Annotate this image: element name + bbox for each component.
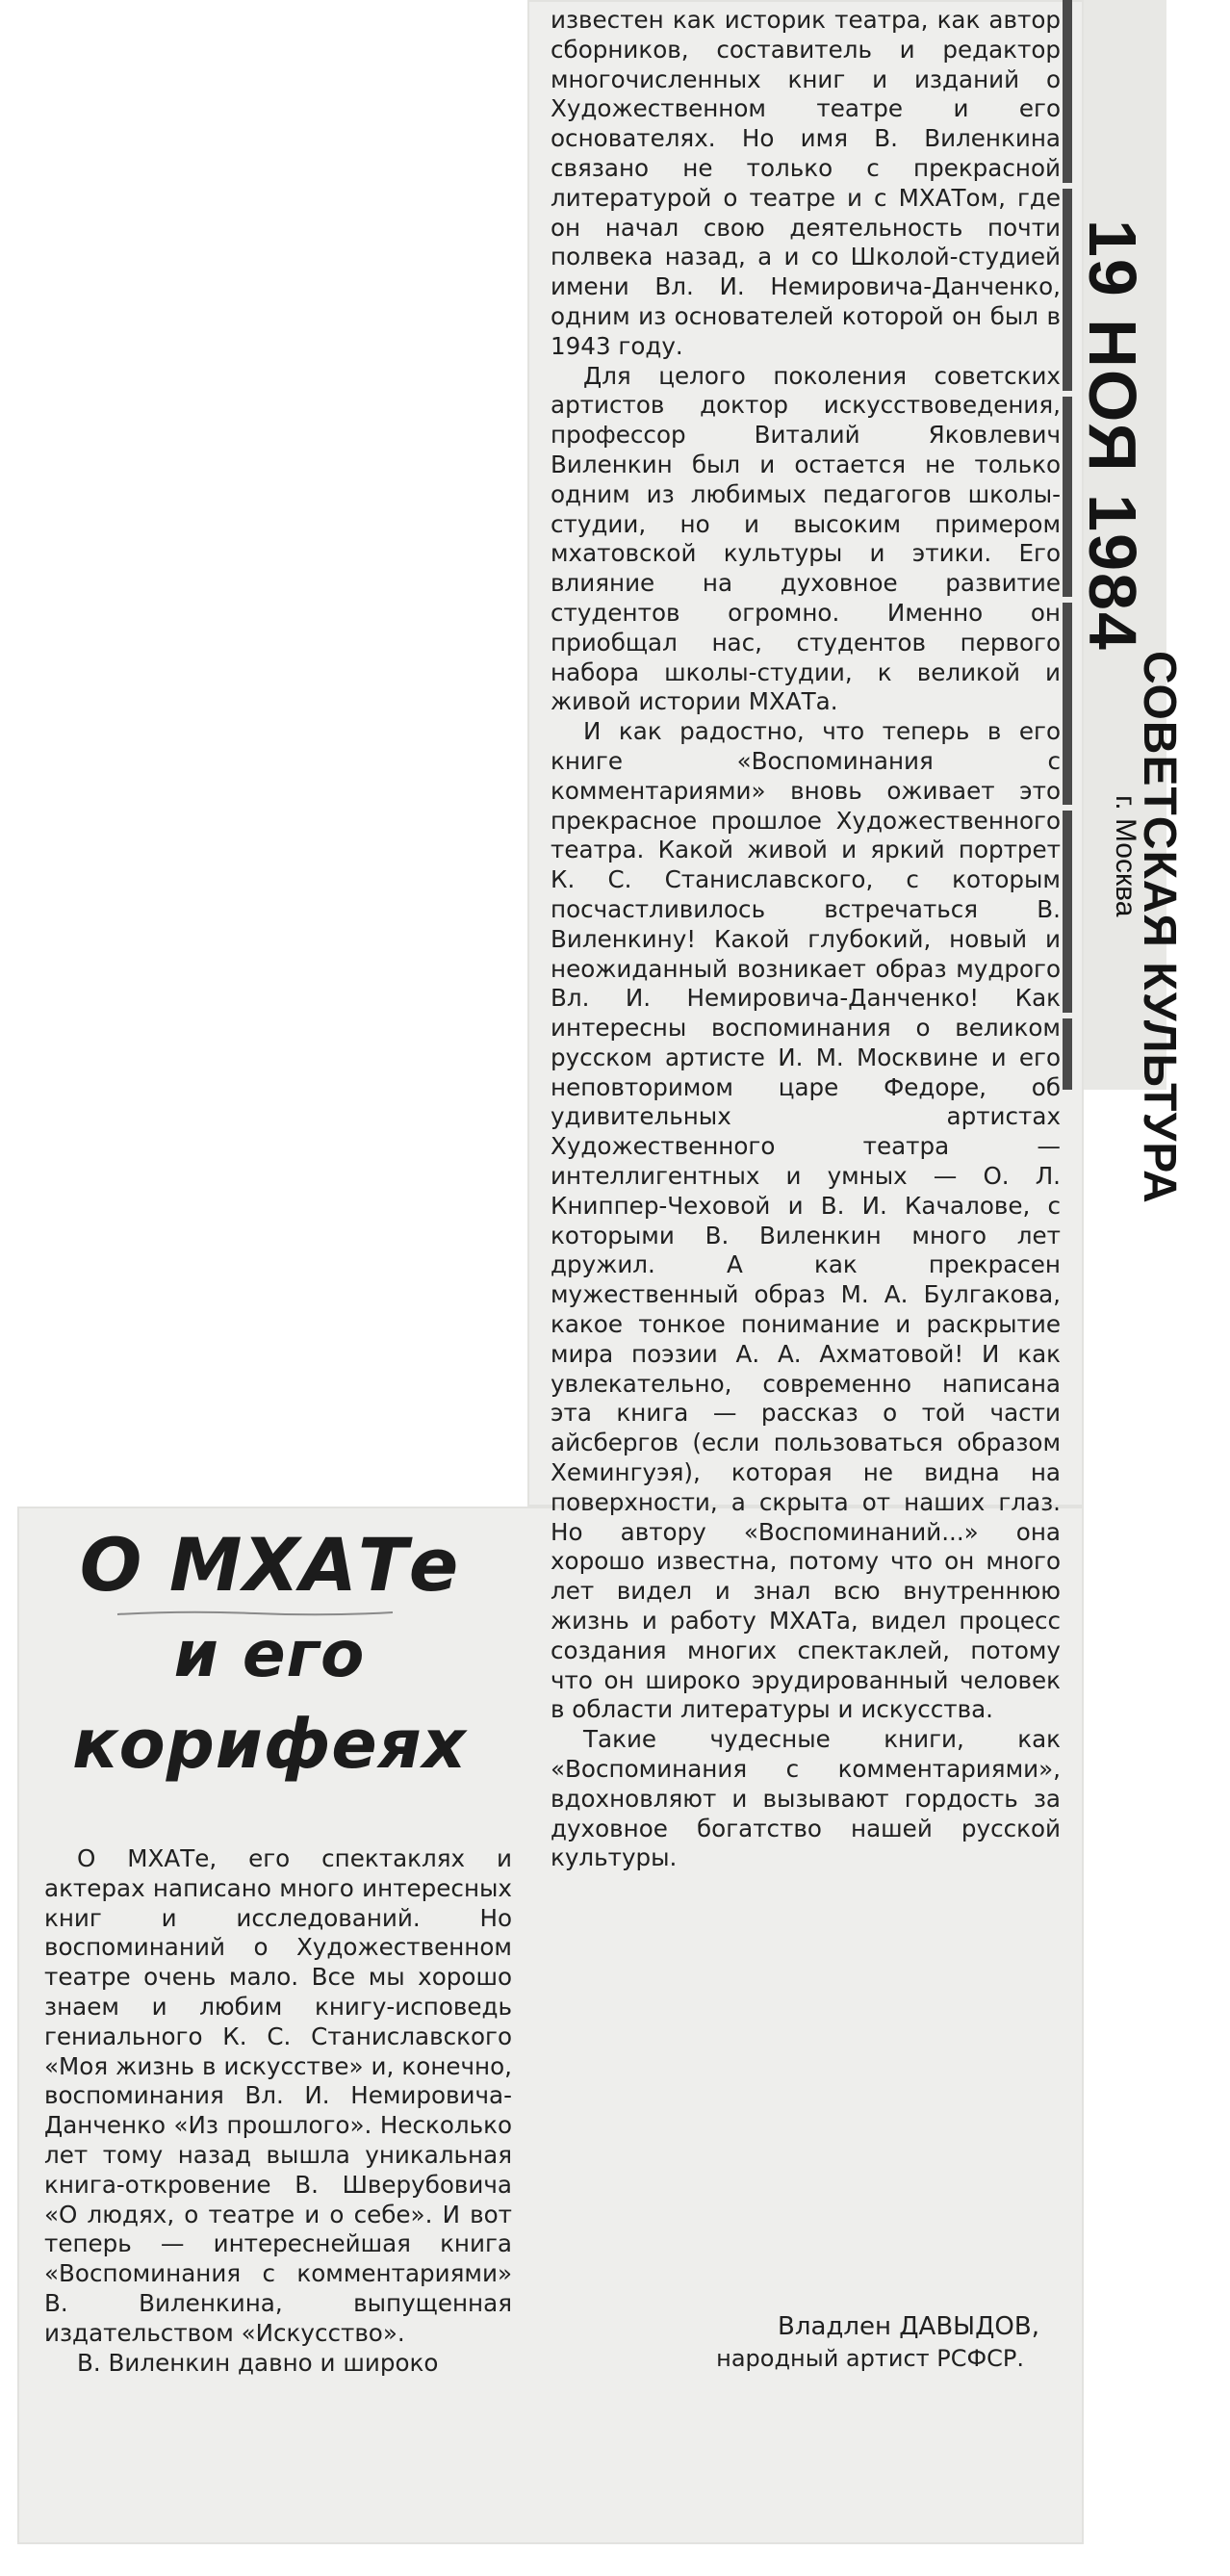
headline-line-1: О МХАТе <box>79 1522 460 1608</box>
paragraph: Такие чудесные книги, как «Воспоминания с комментариями», вдохновляют и вызывают гордость за духовное богатство нашей русской культуры. <box>551 1725 1061 1872</box>
paragraph: О МХАТе, его спектаклях и актерах написано много интересных книг и исследований. Но воспоминаний о Художественном театре очень мало. Все мы хорошо знаем и любим книгу-исповедь гениального К. С. Станиславского «Моя жизнь в искусстве» и, конечно, воспоминания Вл. И. Немировича-Данченко «Из прошлого». Несколько лет тому назад вышла уникальная книга-откровение В. Шверубовича «О людях, о театре и о себе». И вот теперь — интереснейшая книга «Воспоминания с комментариями» В. Виленкина, выпущенная издательством «Искусство». <box>44 1844 512 2347</box>
column-rule <box>1063 0 1072 1090</box>
newspaper-city: г. Москва <box>1110 795 1141 917</box>
newspaper-name: СОВЕТСКАЯ КУЛЬТУРА <box>1134 651 1185 1204</box>
date-stamp: 19 НОЯ 1984 <box>1075 219 1150 652</box>
paragraph: Для целого поколения советских артистов доктор искусствоведения, профессор Виталий Яковлевич Виленкин был и остается не только одним из любимых педагогов школы-студии, но и высоким примером мхатовской культуры и этики. Его влияние на духовное развитие студентов огромно. Именно он приобщал нас, студентов первого набора школы-студии, к великой и живой истории МХАТа. <box>551 361 1061 716</box>
headline-line-3: корифеях <box>72 1705 467 1784</box>
author-name: Владлен ДАВЫДОВ, <box>778 2312 1039 2341</box>
article-headline <box>29 1519 510 1790</box>
author-signature <box>551 2310 1061 2374</box>
article-right-column <box>551 6 1061 1873</box>
pencil-underline <box>115 1610 395 1617</box>
headline-line-2: и его <box>173 1617 366 1691</box>
article-left-column <box>44 1844 512 2378</box>
paragraph: И как радостно, что теперь в его книге «Воспоминания с комментариями» вновь оживает это прекрасное прошлое Художественного театра. Какой живой и яркий портрет К. С. Станиславского, с которым посчастливилось встречаться В. Виленкину! Какой глубокий, новый и неожиданный возникает образ мудрого Вл. И. Немировича-Данченко! Как интересны воспоминания о великом русском артисте И. М. Москвине и его неповторимом царе Федоре, об удивительных артистах Художественного театра — интеллигентных и умных — О. Л. Книппер-Чеховой и В. И. Качалове, с которыми В. Виленкин много лет дружил. А как прекрасен мужественный образ М. А. Булгакова, какое тонкое понимание и раскрытие мира поэзии А. А. Ахматовой! И как увлекательно, современно написана эта книга — рассказ о той части айсбергов (если пользоваться образом Хемингуэя), которая не видна на поверхности, а скрыта от наших глаз. Но автору «Воспоминаний...» она хорошо известна, потому что он много лет видел и знал всю внутреннюю жизнь и работу МХАТа, видел процесс создания многих спектаклей, потому что он широко эрудированный человек в области литературы и искусства. <box>551 717 1061 1724</box>
paragraph: известен как историк театра, как автор сборников, составитель и редактор многочисленных книг и изданий о Художественном театре и его основателях. Но имя В. Виленкина связано не только с прекрасной литературой о театре и с МХАТом, где он начал свою деятельность почти полвека назад, а и со Школой-студией имени Вл. И. Немировича-Данченко, одним из основателей которой он был в 1943 году. <box>551 6 1061 360</box>
author-title: народный артист РСФСР. <box>716 2345 1024 2372</box>
paragraph: В. Виленкин давно и широко <box>77 2348 439 2377</box>
